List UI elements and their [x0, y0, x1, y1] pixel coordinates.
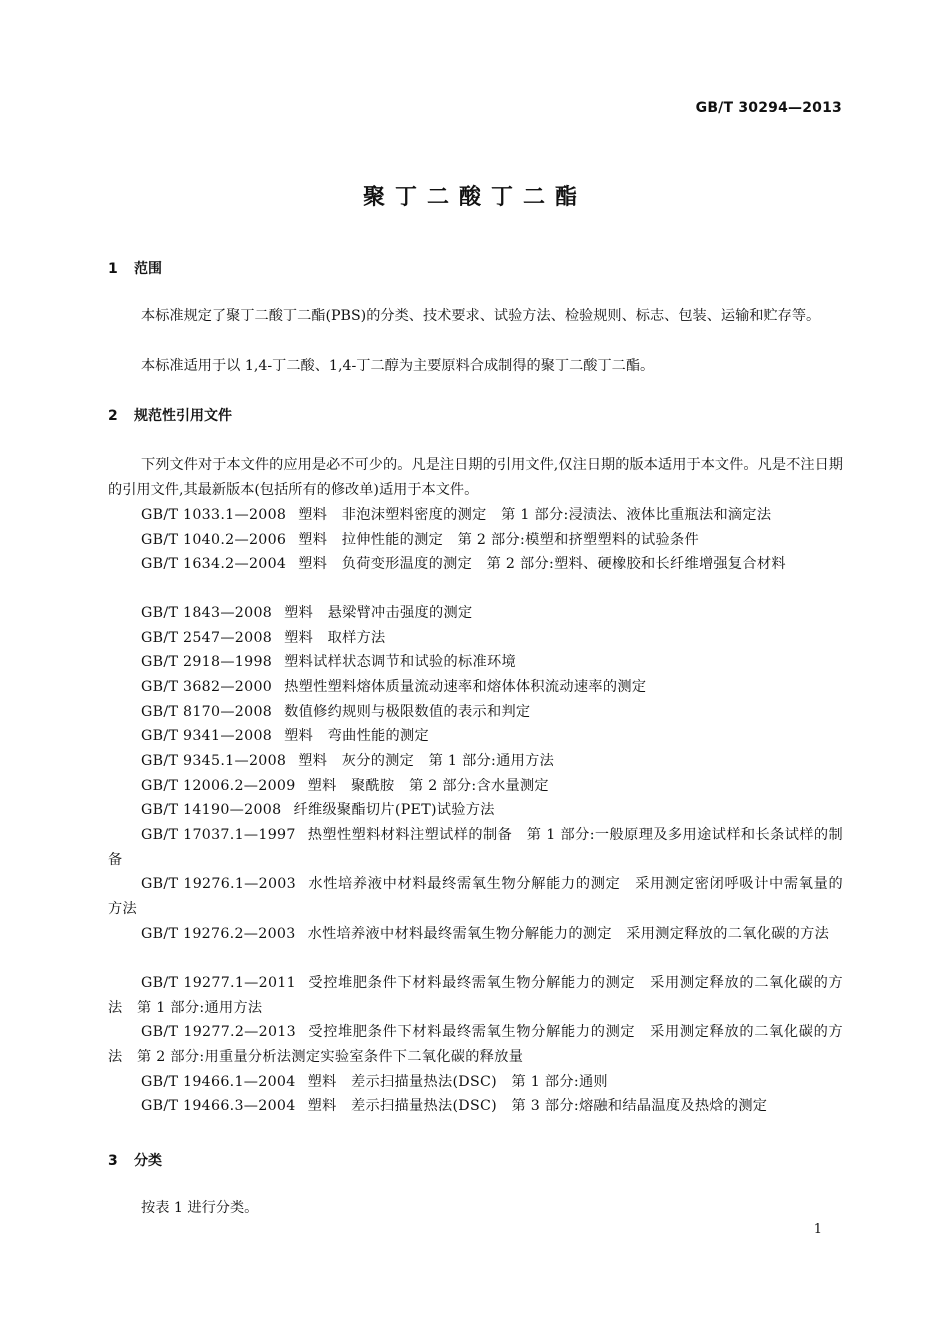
reference-item [108, 700, 843, 725]
reference-title: 热塑性塑料材料注塑试样的制备 第 1 部分:一般原理及多用途试样和长条试样的制备 [108, 827, 843, 868]
reference-title: 受控堆肥条件下材料最终需氧生物分解能力的测定 采用测定释放的二氧化碳的方法 第 1 部分:通用方法 [108, 975, 843, 1016]
section-heading-normative-references [108, 405, 232, 425]
reference-code: GB/T 17037.1—1997 [141, 827, 296, 843]
reference-title: 塑料 弯曲性能的测定 [284, 728, 430, 744]
reference-title: 塑料 负荷变形温度的测定 第 2 部分:塑料、硬橡胶和长纤维增强复合材料 [298, 556, 786, 572]
reference-code: GB/T 9341—2008 [141, 728, 273, 744]
reference-code: GB/T 19276.1—2003 [141, 876, 296, 892]
paragraph: 下列文件对于本文件的应用是必不可少的。凡是注日期的引用文件,仅注日期的版本适用于本文件。凡是不注日期的引用文件,其最新版本(包括所有的修改单)适用于本文件。 [108, 457, 843, 498]
reference-title: 受控堆肥条件下材料最终需氧生物分解能力的测定 采用测定释放的二氧化碳的方法 第 2 部分:用重量分析法测定实验室条件下二氧化碳的释放量 [108, 1024, 843, 1065]
section-number: 3 [108, 1153, 118, 1169]
reference-code: GB/T 1033.1—2008 [141, 507, 287, 523]
reference-item [108, 626, 843, 651]
reference-title: 热塑性塑料熔体质量流动速率和熔体体积流动速率的测定 [284, 679, 647, 695]
reference-code: GB/T 19466.3—2004 [141, 1098, 296, 1114]
reference-item [108, 798, 843, 823]
section-heading-classification [108, 1150, 162, 1170]
reference-item [108, 1020, 843, 1069]
reference-item [108, 503, 843, 528]
section-number: 1 [108, 261, 118, 277]
reference-item [108, 1070, 843, 1095]
reference-title: 塑料试样状态调节和试验的标准环境 [284, 654, 516, 670]
paragraph: 本标准适用于以 1,4-丁二酸、1,4-丁二醇为主要原料合成制得的聚丁二酸丁二酯。 [141, 358, 655, 374]
reference-item [108, 1094, 843, 1119]
reference-item [108, 528, 843, 553]
reference-title: 塑料 拉伸性能的测定 第 2 部分:模塑和挤塑塑料的试验条件 [298, 532, 699, 548]
reference-item [108, 749, 843, 774]
reference-code: GB/T 9345.1—2008 [141, 753, 287, 769]
reference-title: 塑料 非泡沫塑料密度的测定 第 1 部分:浸渍法、液体比重瓶法和滴定法 [298, 507, 772, 523]
reference-item [108, 872, 843, 921]
reference-code: GB/T 19277.2—2013 [141, 1024, 296, 1040]
document-title: 聚丁二酸丁二酯 [362, 185, 587, 210]
paragraph: 本标准规定了聚丁二酸丁二酯(PBS)的分类、技术要求、试验方法、检验规则、标志、包装、运输和贮存等。 [141, 308, 821, 324]
reference-title: 塑料 灰分的测定 第 1 部分:通用方法 [298, 753, 555, 769]
reference-item [108, 724, 843, 749]
reference-title: 水性培养液中材料最终需氧生物分解能力的测定 采用测定密闭呼吸计中需氧量的方法 [108, 876, 843, 917]
reference-code: GB/T 1040.2—2006 [141, 532, 287, 548]
reference-code: GB/T 3682—2000 [141, 679, 273, 695]
reference-item [108, 823, 843, 872]
paragraph: 按表 1 进行分类。 [141, 1200, 259, 1216]
section-number: 2 [108, 408, 118, 424]
reference-title: 塑料 差示扫描量热法(DSC) 第 1 部分:通则 [307, 1074, 608, 1090]
section-heading-scope [108, 258, 162, 278]
reference-code: GB/T 1843—2008 [141, 605, 273, 621]
reference-code: GB/T 14190—2008 [141, 802, 282, 818]
reference-code: GB/T 19276.2—2003 [141, 926, 296, 942]
reference-title: 塑料 聚酰胺 第 2 部分:含水量测定 [307, 778, 549, 794]
reference-title: 塑料 取样方法 [284, 630, 386, 646]
page-number: 1 [813, 1222, 822, 1237]
reference-code: GB/T 1634.2—2004 [141, 556, 287, 572]
reference-code: GB/T 19277.1—2011 [141, 975, 296, 991]
reference-item [108, 922, 843, 947]
reference-item [108, 601, 843, 626]
reference-code: GB/T 2547—2008 [141, 630, 273, 646]
section-title: 规范性引用文件 [134, 408, 232, 424]
reference-item [108, 650, 843, 675]
reference-item [108, 774, 843, 799]
reference-code: GB/T 19466.1—2004 [141, 1074, 296, 1090]
reference-title: 水性培养液中材料最终需氧生物分解能力的测定 采用测定释放的二氧化碳的方法 [307, 926, 830, 942]
reference-item [108, 552, 843, 577]
reference-item [108, 675, 843, 700]
section-title: 范围 [134, 261, 162, 277]
reference-title: 数值修约规则与极限数值的表示和判定 [284, 704, 531, 720]
reference-title: 塑料 差示扫描量热法(DSC) 第 3 部分:熔融和结晶温度及热焓的测定 [307, 1098, 768, 1114]
standard-code: GB/T 30294—2013 [695, 100, 842, 116]
reference-code: GB/T 8170—2008 [141, 704, 273, 720]
reference-code: GB/T 12006.2—2009 [141, 778, 296, 794]
reference-item [108, 971, 843, 1020]
reference-code: GB/T 2918—1998 [141, 654, 273, 670]
reference-title: 纤维级聚酯切片(PET)试验方法 [293, 802, 495, 818]
reference-title: 塑料 悬梁臂冲击强度的测定 [284, 605, 473, 621]
section-title: 分类 [134, 1153, 162, 1169]
